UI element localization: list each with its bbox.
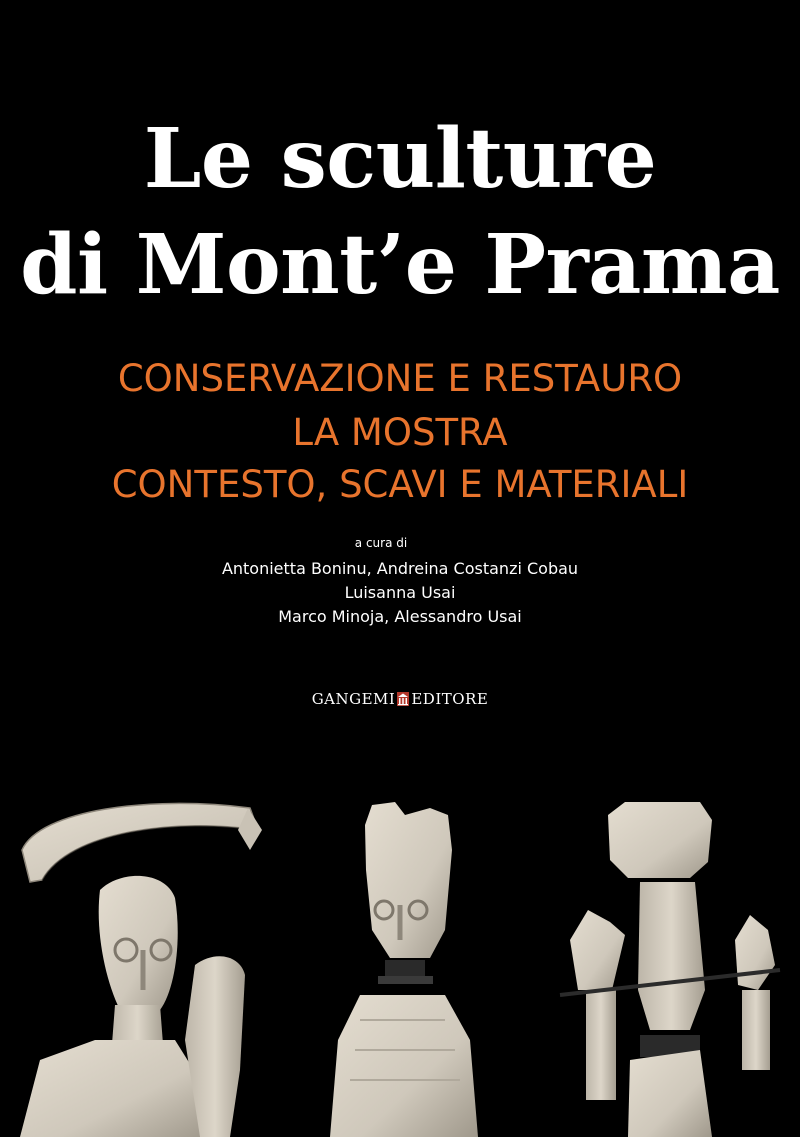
subtitle-line-1: CONSERVAZIONE E RESTAURO [117,357,683,400]
boxer-statue [330,802,478,1137]
title-line-1: Le sculture [143,111,657,207]
editors-line-3: Marco Minoja, Alessandro Usai [278,607,522,626]
editors-line-2: Luisanna Usai [344,583,456,602]
publisher-logo [0,690,800,708]
subtitle-line-2: LA MOSTRA [292,411,508,454]
editors-line-1: Antonietta Boninu, Andreina Costanzi Cobau [221,559,579,578]
editors-intro: a cura di [354,536,408,550]
publisher-name-left: GANGEMI [311,690,396,708]
title-line-2: di Mont’e Prama [20,217,780,313]
nuraghe-model [560,802,780,1137]
sculptures-photo [0,790,800,1137]
temple-logo-icon [397,692,409,706]
archer-statue [20,803,262,1137]
publisher-name-right: EDITORE [411,690,489,708]
subtitle-line-3: CONTESTO, SCAVI E MATERIALI [111,463,689,506]
